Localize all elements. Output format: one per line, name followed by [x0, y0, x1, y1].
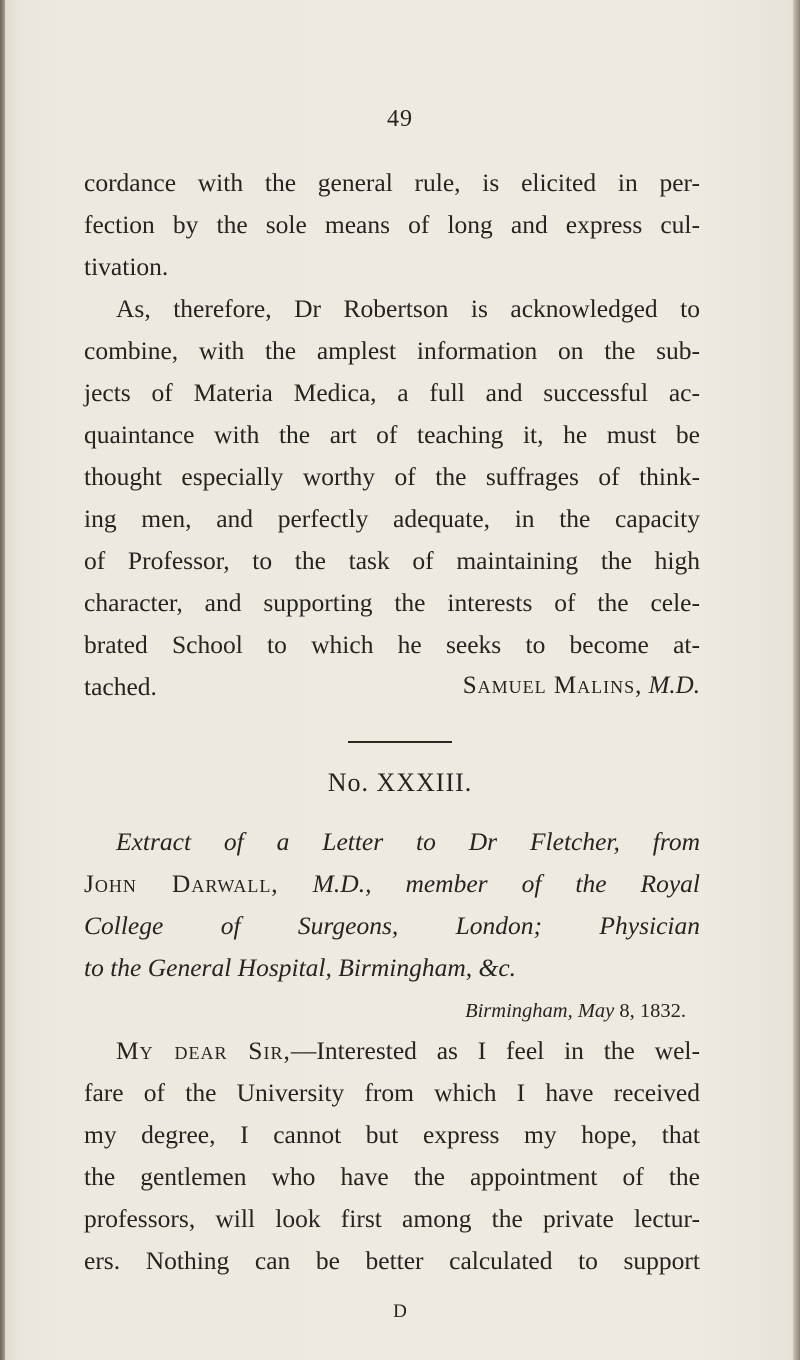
page-number: 49 [387, 106, 413, 132]
signature-name: Samuel Malins, [462, 672, 643, 699]
printer-signature-mark: D [393, 1301, 407, 1322]
text-line: thought especially worthy of the suffrages of think- [84, 462, 700, 491]
letter-line: fare of the University from which I have received [84, 1078, 700, 1107]
letter-line: the gentlemen who have the appointment of the [84, 1162, 700, 1191]
letter-first-line [116, 1036, 700, 1066]
extract-heading-line: College of Surgeons, London; Physician [84, 911, 700, 940]
text-line: character, and supporting the interests of the cele- [84, 588, 700, 617]
letter-first-line-text: —Interested as I feel in the wel- [290, 1036, 700, 1065]
text-line: brated School to which he seeks to become at- [84, 630, 700, 659]
text-line: quaintance with the art of teaching it, he must be [84, 420, 700, 449]
text-line: combine, with the amplest information on the sub- [84, 336, 700, 365]
salutation: My dear Sir, [116, 1036, 291, 1065]
letter-month: May [577, 1000, 615, 1022]
page-right-edge [793, 0, 800, 1360]
text-line: of Professor, to the task of maintaining the high [84, 546, 700, 575]
letter-place-date [465, 1000, 686, 1023]
text-line: tached. [84, 672, 157, 701]
letter-day-year: 8, 1832. [619, 1000, 686, 1022]
section-divider [348, 741, 452, 743]
extract-heading-line [84, 869, 700, 899]
signature-degree: M.D. [648, 672, 700, 699]
page-left-edge [0, 0, 5, 1360]
text-line: fection by the sole means of long and express cul- [84, 210, 700, 239]
letter-line: professors, will look first among the private lectur- [84, 1204, 700, 1233]
author-signature [463, 672, 700, 700]
extract-heading-line: to the General Hospital, Birmingham, &c. [84, 953, 517, 982]
text-line: As, therefore, Dr Robertson is acknowledged to [116, 294, 700, 323]
text-line: ing men, and perfectly adequate, in the capacity [84, 504, 700, 533]
letter-line: my degree, I cannot but express my hope, that [84, 1120, 700, 1149]
letter-place: Birmingham, [465, 1000, 573, 1022]
section-number: No. XXXIII. [327, 768, 473, 797]
author-degree: M.D., [312, 869, 372, 898]
text-line: jects of Materia Medica, a full and successful ac- [84, 378, 700, 407]
author-name: John Darwall, [84, 869, 279, 898]
extract-heading-line: Extract of a Letter to Dr Fletcher, from [116, 827, 700, 856]
letter-line: ers. Nothing can be better calculated to support [84, 1246, 700, 1275]
text-line: cordance with the general rule, is elicited in per- [84, 168, 700, 197]
text-line: tivation. [84, 252, 169, 281]
author-affiliation: member of the Royal [405, 869, 700, 898]
